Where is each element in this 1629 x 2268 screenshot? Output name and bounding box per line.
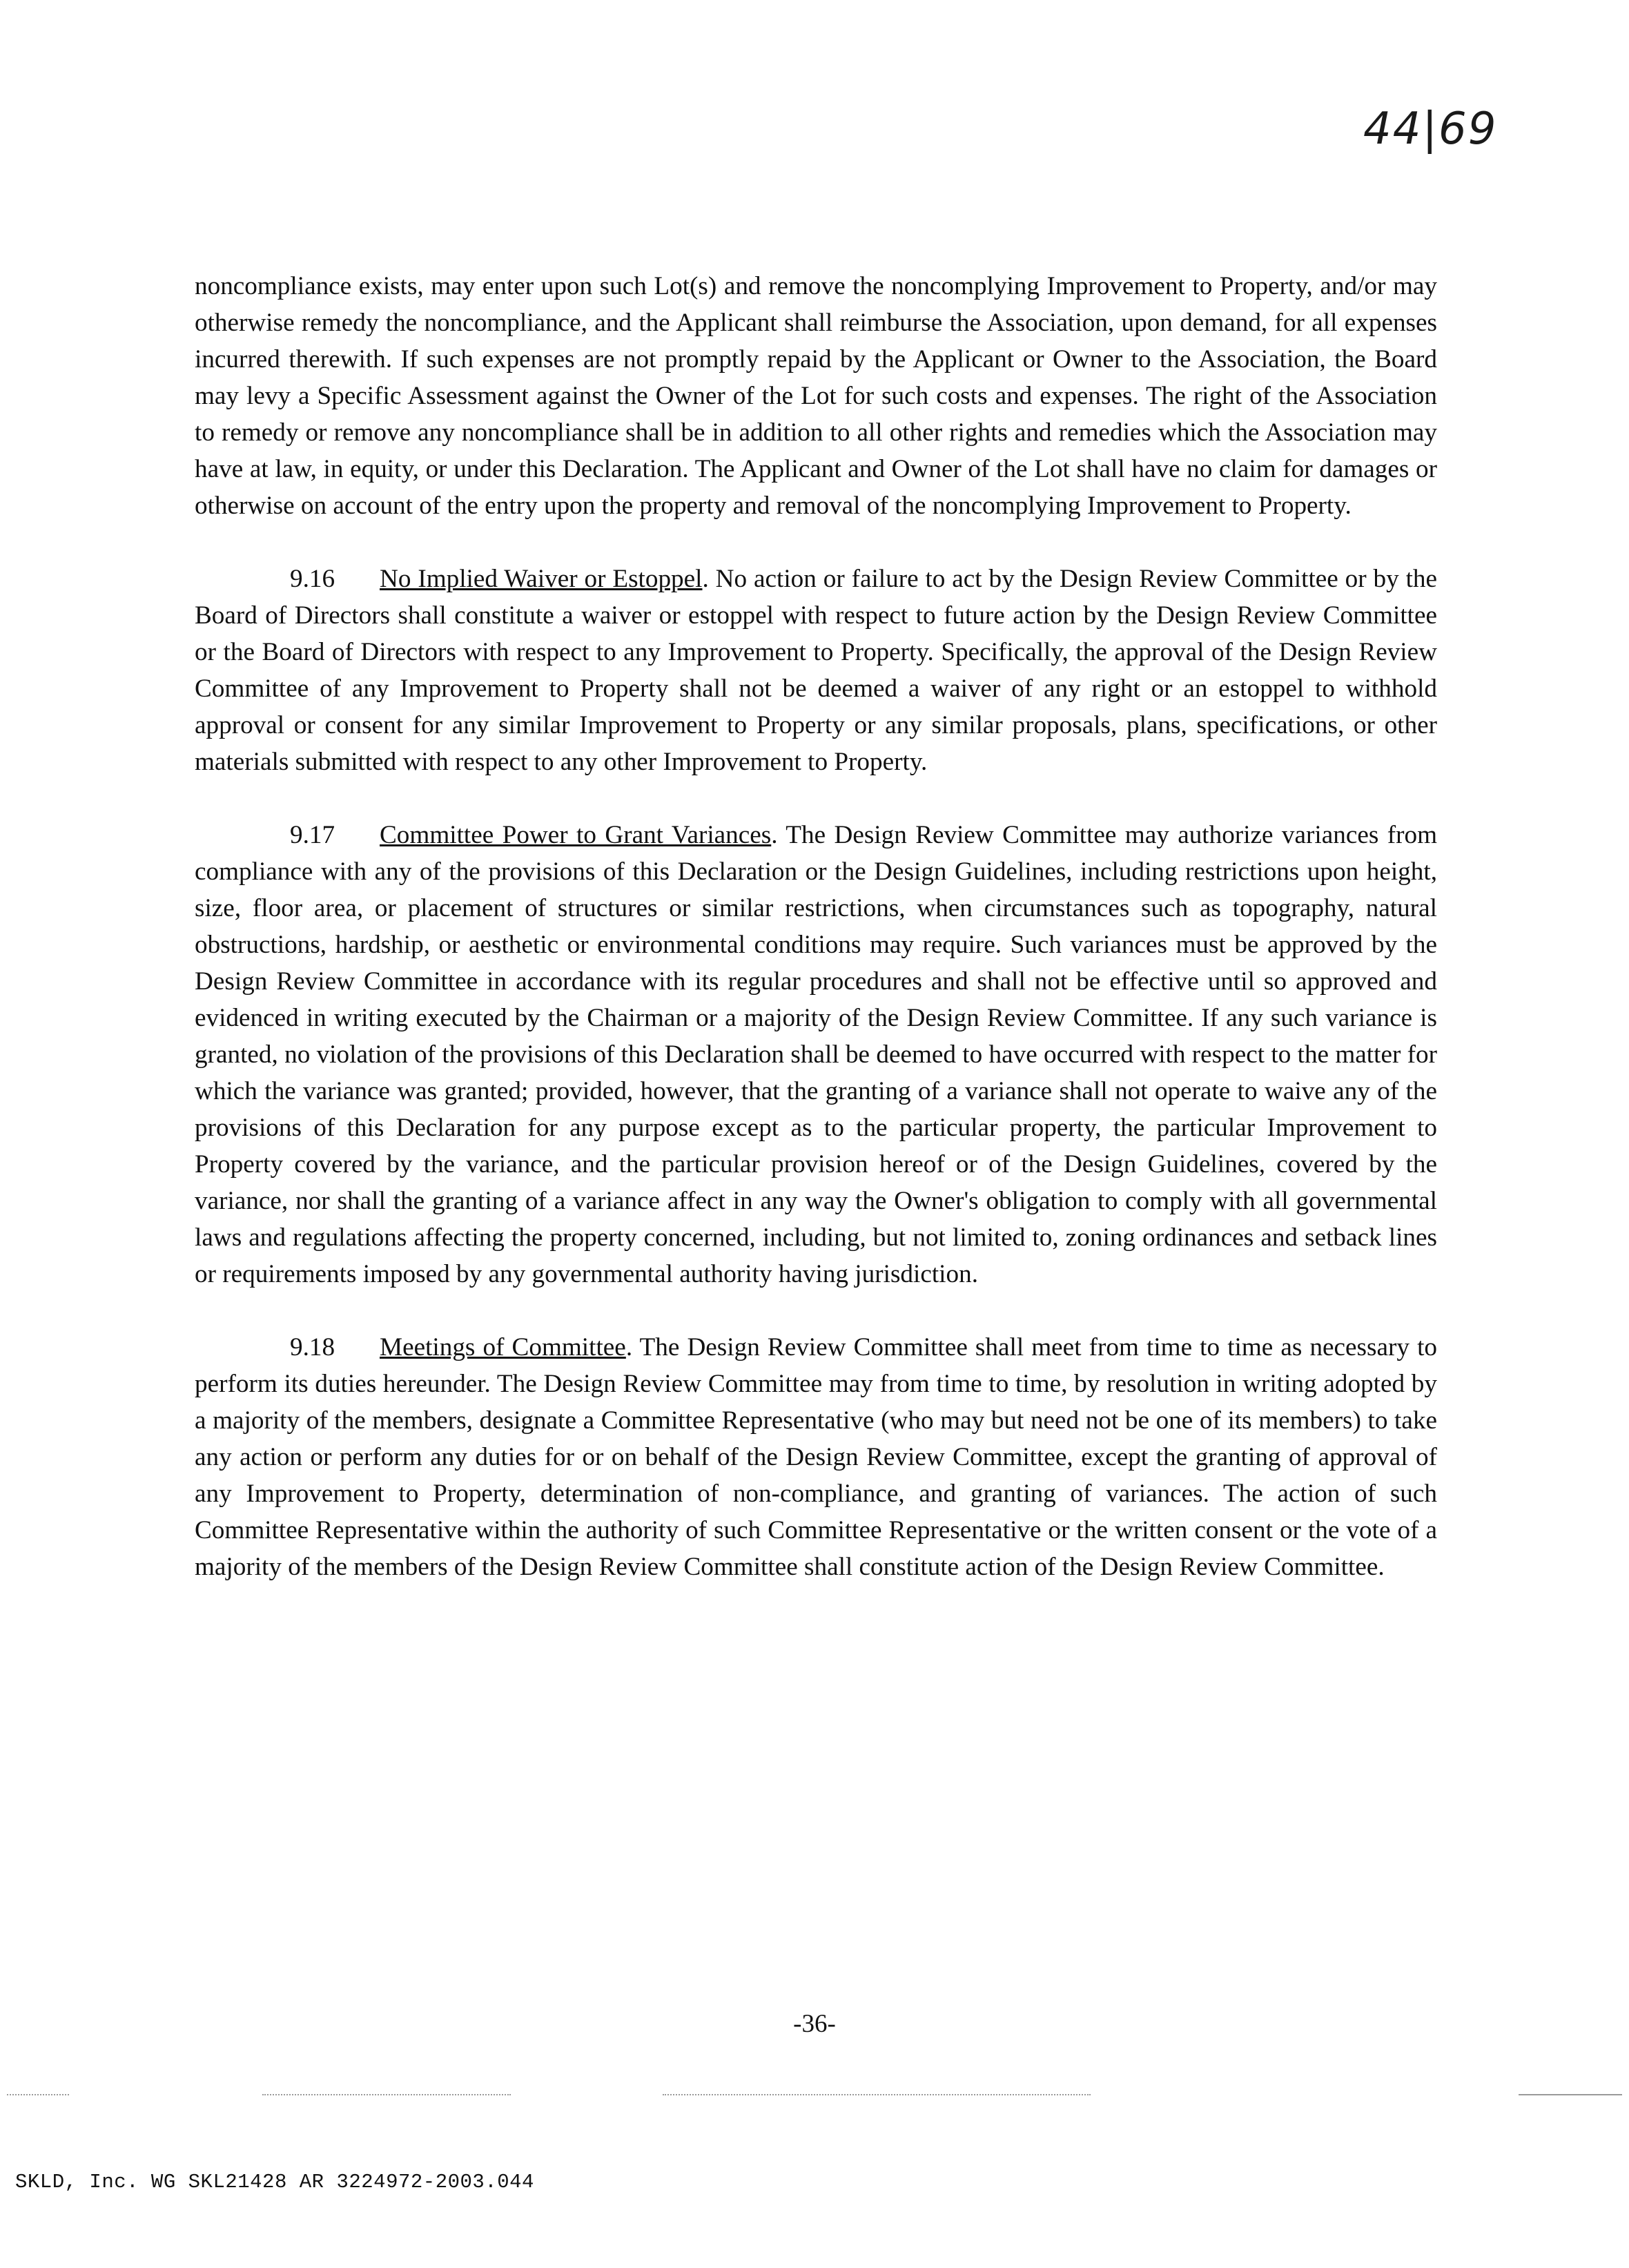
section-title: No Implied Waiver or Estoppel (380, 565, 703, 593)
section-number: 9.18 (290, 1333, 335, 1361)
section-number: 9.16 (290, 565, 335, 593)
scan-artifact-rule (1519, 2094, 1622, 2095)
document-body (195, 268, 1437, 1622)
section-text: . No action or failure to act by the Design Review Committee or by the Board of Directors shall constitute a waiver or estoppel with respect to future action by the Design Review Committee or the Board of Directors with respect to any Improvement to Property. Specifically, the approval of the Design Review Committee of any Improvement to Property shall not be deemed a waiver of any right or an estoppel to withhold approval or consent for any similar Improvement to Property or any similar proposals, plans, specifications, or other materials submitted with respect to any other Improvement to Property. (195, 565, 1438, 776)
section-text: . The Design Review Committee may authorize variances from compliance with any of the provisions of this Declaration or the Design Guidelines, including restrictions upon height, size, floor area, or placement of structures or similar restrictions, when circumstances such as topography, natural obstructions, hardship, or aesthetic or environmental conditions may require. Such variances must be approved by the Design Review Committee in accordance with its regular procedures and shall not be effective until so approved and evidenced in writing executed by the Chairman or a majority of the Design Review Committee. If any such variance is granted, no violation of the provisions of this Declaration shall be deemed to have occurred with respect to the matter for which the variance was granted; provided, however, that the granting of a variance shall not operate to waive any of the provisions of this Declaration for any purpose except as to the particular property, the particular Improvement to Property covered by the variance, and the particular provision hereof or of the Design Guidelines, covered by the variance, nor shall the granting of a variance affect in any way the Owner's obligation to comply with all governmental laws and regulations affecting the property concerned, including, but not limited to, zoning ordinances and setback lines or requirements imposed by any governmental authority having jurisdiction. (195, 821, 1437, 1288)
section-title: Committee Power to Grant Variances (380, 821, 772, 849)
section-9-18 (195, 1329, 1437, 1585)
page-number: -36- (793, 2010, 836, 2038)
section-text: . The Design Review Committee shall meet from time to time as necessary to perform its duties hereunder. The Design Review Committee may from time to time, by resolution in writing adopted by a majority of the members, designate a Committee Representative (who may but need not be one of its members) to take any action or perform any duties for or on behalf of the Design Review Committee, except the granting of approval of any Improvement to Property, determination of non-compliance, and granting of variances. The action of such Committee Representative within the authority of such Committee Representative or the written consent or the vote of a majority of the members of the Design Review Committee shall constitute action of the Design Review Committee. (195, 1333, 1437, 1581)
continuation-paragraph: noncompliance exists, may enter upon such Lot(s) and remove the noncomplying Improvement to Property, and/or may otherwise remedy the noncompliance, and the Applicant shall reimburse the Association, upon demand, for all expenses incurred therewith. If such expenses are not promptly repaid by the Applicant or Owner to the Association, the Board may levy a Specific Assessment against the Owner of the Lot for such costs and expenses. The right of the Association to remedy or remove any noncompliance shall be in addition to all other rights and remedies which the Association may have at law, in equity, or under this Declaration. The Applicant and Owner of the Lot shall have no claim for damages or otherwise on account of the entry upon the property and removal of the noncomplying Improvement to Property. (195, 272, 1437, 520)
scan-artifact-rule (262, 2094, 511, 2095)
section-number: 9.17 (290, 821, 335, 849)
scan-artifact-rule (663, 2094, 1091, 2095)
section-title: Meetings of Committee (380, 1333, 626, 1361)
scan-artifact-rule (7, 2094, 69, 2095)
section-9-17 (195, 817, 1437, 1292)
handwritten-page-reference: 44|69 (1363, 104, 1498, 155)
document-stamp: SKLD, Inc. WG SKL21428 AR 3224972-2003.044 (15, 2171, 534, 2193)
section-9-16 (195, 561, 1437, 780)
